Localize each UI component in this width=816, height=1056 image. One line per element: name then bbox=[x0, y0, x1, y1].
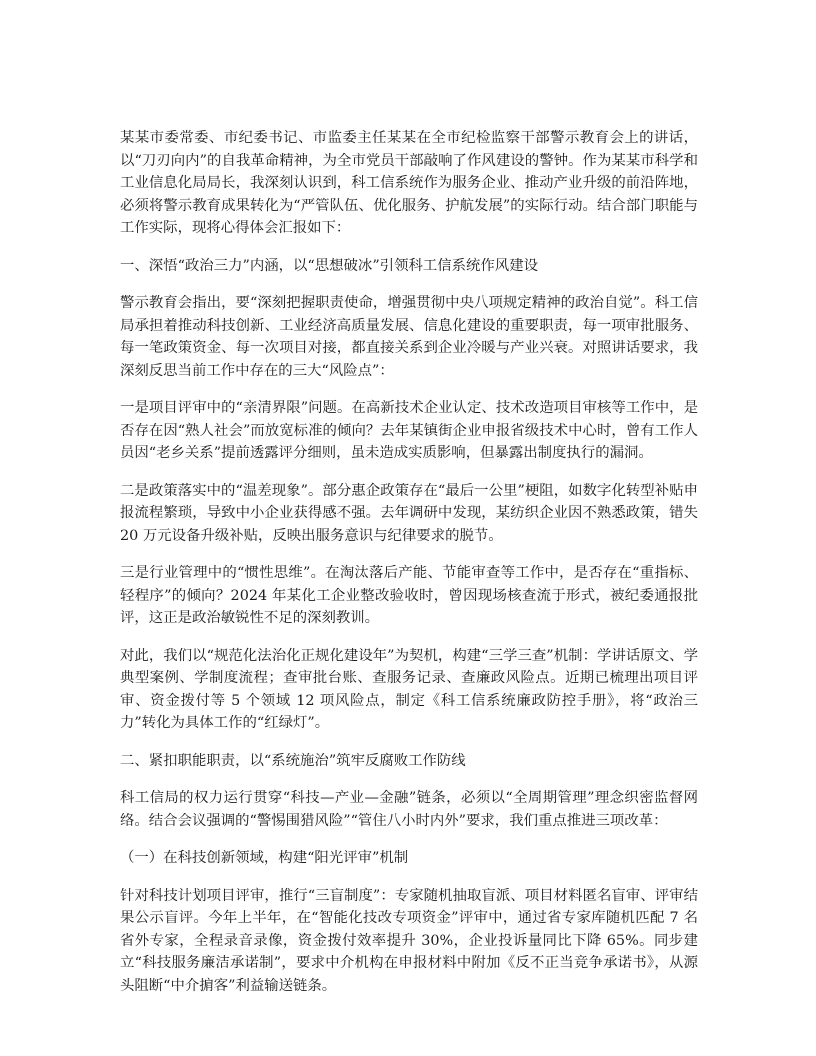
body-paragraph: 一是项目评审中的“亲清界限”问题。在高新技术企业认定、技术改造项目审核等工作中，是否存在因“熟人社会”而放宽标准的倾向？去年某镇街企业申报省级技术中心时，曾有工作人员因“老乡关系”提前透露评分细则，虽未造成实质影响，但暴露出制度执行的漏洞。 bbox=[120, 400, 698, 461]
body-paragraph: 科工信局的权力运行贯穿“科技—产业—金融”链条，必须以“全周期管理”理念织密监督网络。结合会议强调的“警惕围猎风险”“管住八小时内外”要求，我们重点推进三项改革： bbox=[120, 790, 698, 829]
body-paragraph: 针对科技计划项目评审，推行“三盲制度”：专家随机抽取盲派、项目材料匿名盲审、评审结果公示盲评。今年上半年，在“智能化技改专项资金”评审中，通过省专家库随机匹配 7 名省外专家，全程录音录像，资金拨付效率提升 30%，企业投诉量同比下降 65%。同步建立“科技服务廉洁承诺制”，要求中介机构在申报材料中附加《反不正当竞争承诺书》，从源头阻断“中介掮客”利益输送链条。 bbox=[120, 887, 698, 994]
body-paragraph: 对此，我们以“规范化法治化正规化建设年”为契机，构建“三学三查”机制：学讲话原文、学典型案例、学制度流程；查审批台账、查服务记录、查廉政风险点。近期已梳理出项目评审、资金拨付等 5 个领域 12 项风险点，制定《科工信系统廉政防控手册》，将“政治三力”转化为具体工作的“红绿灯”。 bbox=[120, 647, 698, 731]
body-paragraph: 二是政策落实中的“温差现象”。部分惠企政策存在“最后一公里”梗阻，如数字化转型补贴申报流程繁琐，导致中小企业获得感不强。去年调研中发现，某纺织企业因不熟悉政策，错失 20 万元设备升级补贴，反映出服务意识与纪律要求的脱节。 bbox=[120, 482, 698, 544]
subsection-heading-1: （一）在科技创新领域，构建“阳光评审”机制 bbox=[120, 850, 409, 866]
body-paragraph: 三是行业管理中的“惯性思维”。在淘汰落后产能、节能审查等工作中，是否存在“重指标、轻程序”的倾向？2024 年某化工企业整改验收时，曾因现场核查流于形式，被纪委通报批评，这正是政治敏锐性不足的深刻教训。 bbox=[120, 565, 698, 626]
section-heading-1: 一、深悟“政治三力”内涵，以“思想破冰”引领科工信系统作风建设 bbox=[120, 257, 538, 274]
body-paragraph: 警示教育会指出，要“深刻把握职责使命，增强贯彻中央八项规定精神的政治自觉”。科工信局承担着推动科技创新、工业经济高质量发展、信息化建设的重要职责，每一项审批服务、每一笔政策资金、每一次项目对接，都直接关系到企业冷暖与产业兴衰。对照讲话要求，我深刻反思当前工作中存在的三大“风险点”： bbox=[120, 295, 698, 379]
section-heading-2: 二、紧扣职能职责，以“系统施治”筑牢反腐败工作防线 bbox=[120, 752, 466, 769]
intro-paragraph: 某某市委常委、市纪委书记、市监委主任某某在全市纪检监察干部警示教育会上的讲话，以“刀刃向内”的自我革命精神，为全市党员干部敲响了作风建设的警钟。作为某某市科学和工业信息化局局长，我深刻认识到，科工信系统作为服务企业、推动产业升级的前沿阵地，必须将警示教育成果转化为“严管队伍、优化服务、护航发展”的实际行动。结合部门职能与工作实际，现将心得体会汇报如下： bbox=[120, 130, 698, 236]
